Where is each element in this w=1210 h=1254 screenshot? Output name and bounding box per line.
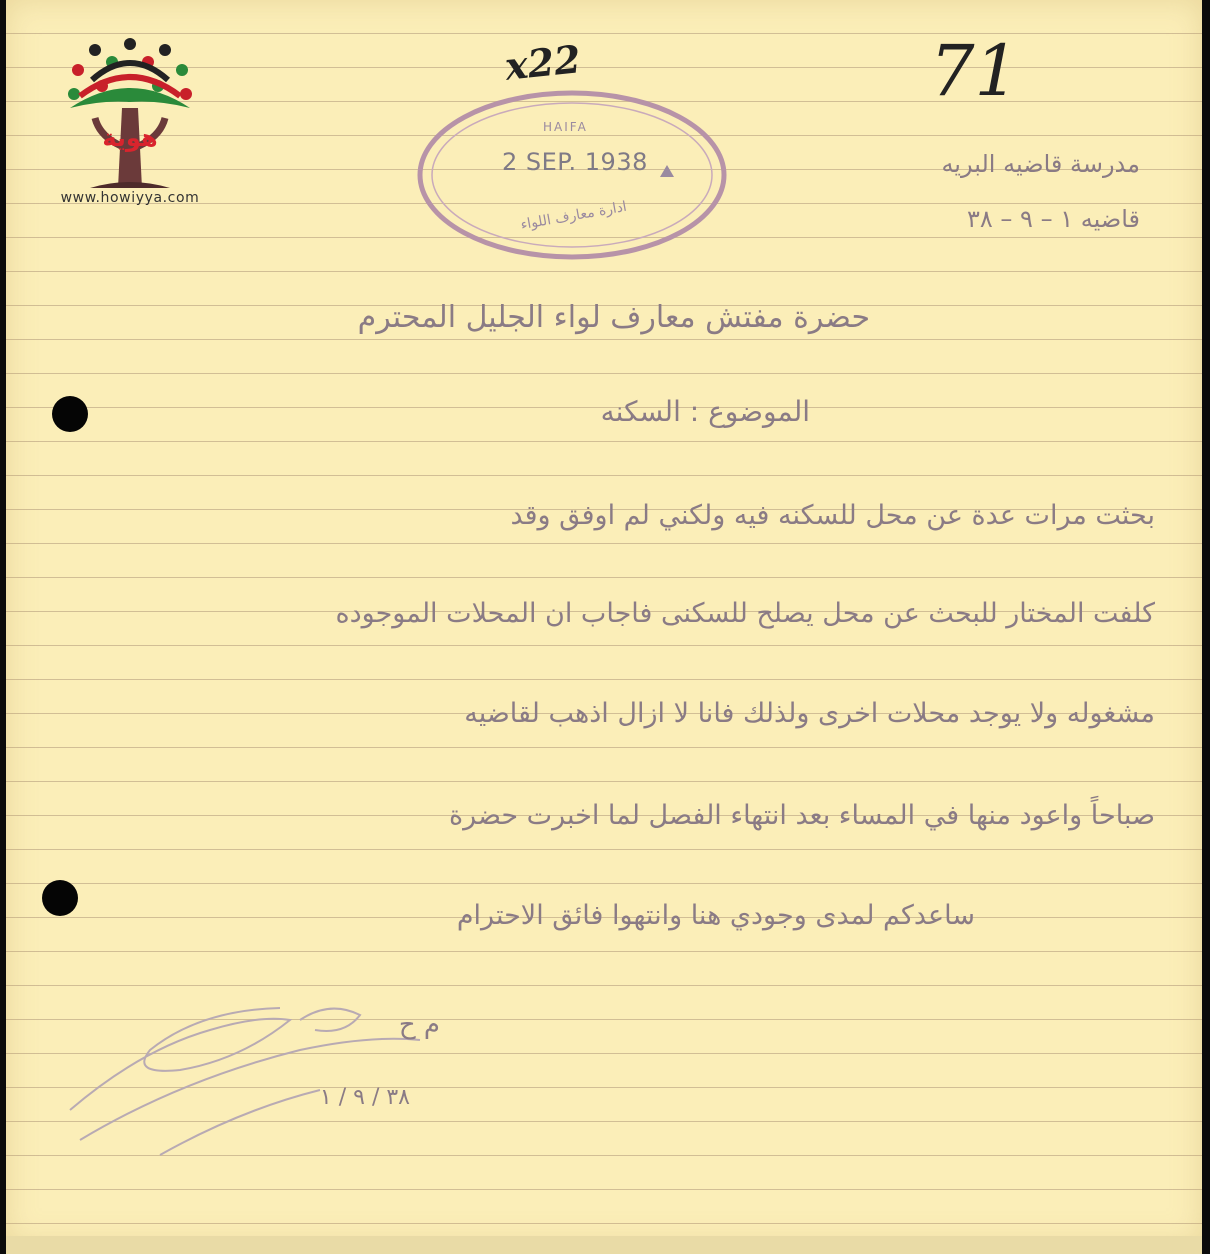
body-line-2: كلفت المختار للبحث عن محل يصلح للسكنى فاجاب ان المحلات الموجوده — [335, 598, 1155, 629]
body-line-3: مشغوله ولا يوجد محلات اخرى ولذلك فانا لا ازال اذهب لقاضيه — [464, 698, 1155, 729]
stamp-date: 2 SEP. 1938 — [502, 148, 648, 176]
addressee: حضرة مفتش معارف لواء الجليل المحترم — [357, 300, 870, 335]
page-number: 71 — [930, 30, 1020, 112]
sender-line-2: قاضيه ١ – ٩ – ٣٨ — [967, 205, 1140, 233]
paper-bottom-edge — [6, 1236, 1202, 1254]
reference-number: x22 — [502, 36, 583, 89]
body-line-5: ساعدكم لمدى وجودي هنا وانتهوا فائق الاحترام — [456, 900, 975, 931]
subject-line: الموضوع : السكنه — [600, 395, 810, 428]
signature-date: ٣٨ / ٩ / ١ — [319, 1085, 410, 1110]
punch-hole-icon — [52, 396, 88, 432]
body-line-1: بحثت مرات عدة عن محل للسكنه فيه ولكني لم اوفق وقد — [510, 500, 1155, 531]
signature-name: م ح — [398, 1010, 440, 1040]
logo-wordmark: هوية — [102, 124, 158, 152]
punch-hole-icon — [42, 880, 78, 916]
logo-url[interactable]: www.howiyya.com — [60, 190, 200, 206]
stamp-city: HAIFA — [543, 120, 588, 134]
sender-line-1: مدرسة قاضيه البريه — [941, 150, 1140, 178]
stamp-arabic-text: ادارة معارف اللواء — [519, 198, 628, 234]
body-line-4: صباحاً واعود منها في المساء بعد انتهاء الفصل لما اخبرت حضرة — [448, 800, 1155, 831]
